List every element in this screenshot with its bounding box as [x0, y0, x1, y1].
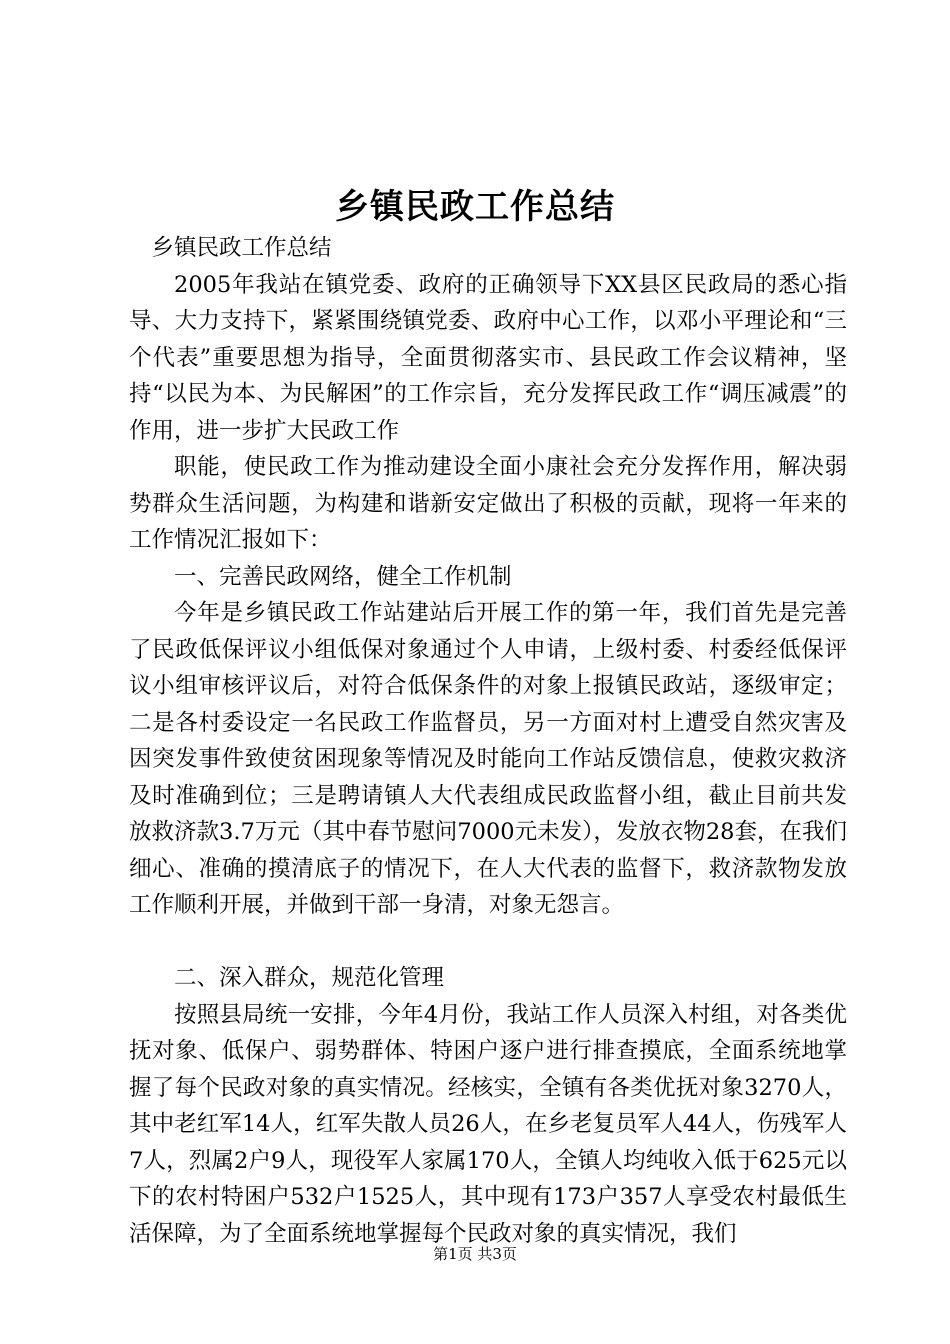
section-heading-1: 一、完善民政网络，健全工作机制: [174, 563, 512, 590]
paragraph-section-1: 今年是乡镇民政工作站建站后开展工作的第一年，我们首先是完善了民政低保评议小组低保对象通过个人申请，上级村委、村委经低保评议小组审核评议后，对符合低保条件的对象上报镇民政站，逐级审定；二是各村委设定一名民政工作监督员，另一方面对村上遭受自然灾害及因突发事件致使贫困现象等情况及时能向工作站反馈信息，使救灾救济及时准确到位；三是聘请镇人大代表组成民政监督小组，截止目前共发放救济款3.7万元（其中春节慰问7000元未发），发放衣物28套，在我们细心、准确的摸清底子的情况下，在人大代表的监督下，救济款物发放工作顺利开展，并做到干部一身清，对象无怨言。: [129, 600, 847, 918]
paragraph-intro: 2005年我站在镇党委、政府的正确领导下XX县区民政局的悉心指导、大力支持下，紧紧围绕镇党委、政府中心工作，以邓小平理论和“三个代表”重要思想为指导，全面贯彻落实市、县民政工作会议精神，坚持“以民为本、为民解困”的工作宗旨，充分发挥民政工作“调压减震”的作用，进一步扩大民政工作: [129, 271, 847, 444]
paragraph-functions: 职能，使民政工作为推动建设全面小康社会充分发挥作用，解决弱势群众生活问题，为构建和谐新安定做出了积极的贡献，现将一年来的工作情况汇报如下：: [129, 454, 847, 553]
document-body: [129, 230, 847, 1252]
paragraph-subtitle: 乡镇民政工作总结: [151, 235, 332, 261]
section-heading-2: 二、深入群众，规范化管理: [174, 965, 445, 991]
paragraph-gap: [129, 924, 847, 961]
page-footer: 第1页 共3页: [433, 1245, 517, 1263]
paragraph-section-2: 按照县局统一安排，今年4月份，我站工作人员深入村组，对各类优抚对象、低保户、弱势群体、特困户逐户进行排查摸底，全面系统地掌握了每个民政对象的真实情况。经核实，全镇有各类优抚对象3270人，其中老红军14人，红军失散人员26人，在乡老复员军人44人，伤残军人7人，烈属2户9人，现役军人家属170人，全镇人均纯收入低于625元以下的农村特困户532户1525人，其中现有173户357人享受农村最低生活保障，为了全面系统地掌握每个民政对象的真实情况，我们: [129, 1001, 847, 1247]
document-title: 乡镇民政工作总结: [335, 187, 615, 227]
